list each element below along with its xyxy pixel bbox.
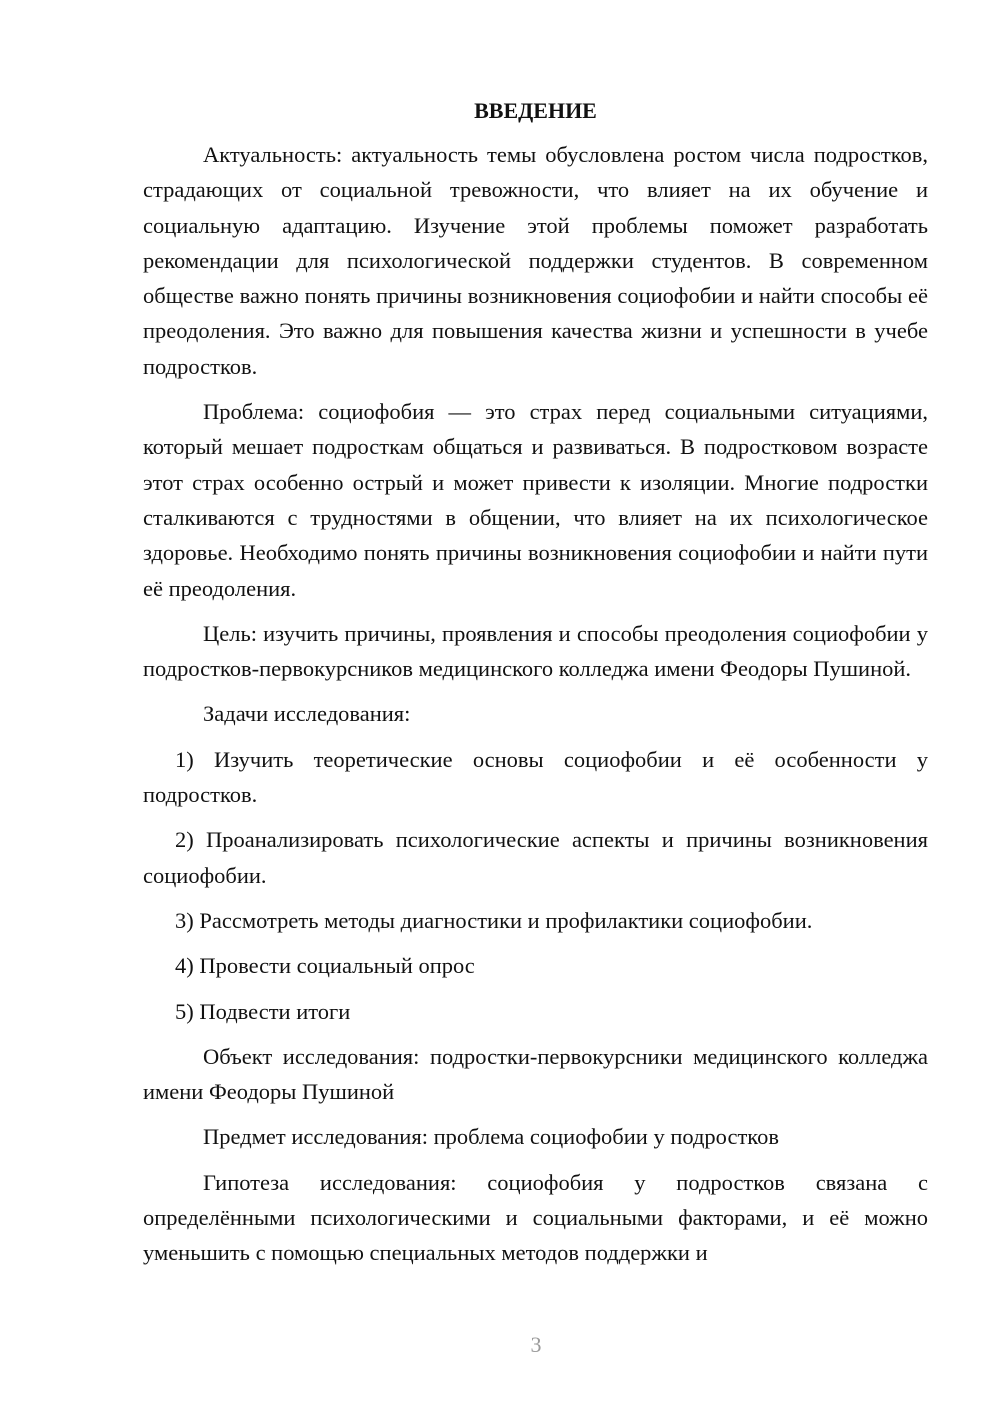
goal-paragraph: Цель: изучить причины, проявления и способы преодоления социофобии у подростков-первокурсников медицинского колледжа имени Феодоры Пушиной. (143, 620, 928, 682)
relevance-paragraph: Актуальность: актуальность темы обусловлена ростом числа подростков, страдающих от социальной тревожности, что влияет на их обучение и социальную адаптацию. Изучение этой проблемы поможет разработать рекомендации для психологической поддержки студентов. В современном обществе важно понять причины возникновения социофобии и найти способы её преодоления. Это важно для повышения качества жизни и успешности в учебе подростков. (143, 142, 928, 379)
section-heading: ВВЕДЕНИЕ (474, 98, 597, 123)
problem-paragraph: Проблема: социофобия — это страх перед социальными ситуациями, который мешает подросткам общаться и развиваться. В подростковом возрасте этот страх особенно острый и может привести к изоляции. Многие подростки сталкиваются с трудностями в общении, что влияет на их психологическое здоровье. Необходимо понять причины возникновения социофобии и найти пути её преодоления. (143, 399, 928, 601)
page-content (143, 96, 928, 1281)
subject-paragraph: Предмет исследования: проблема социофобии у подростков (203, 1124, 779, 1150)
task-item-1: 1) Изучить теоретические основы социофобии и её особенности у подростков. (143, 746, 928, 808)
object-paragraph: Объект исследования: подростки-первокурсники медицинского колледжа имени Феодоры Пушиной (143, 1043, 928, 1105)
page-number: 3 (530, 1332, 542, 1357)
task-item-3: 3) Рассмотреть методы диагностики и профилактики социофобии. (175, 907, 813, 933)
task-item-2: 2) Проанализировать психологические аспекты и причины возникновения социофобии. (143, 827, 928, 888)
task-item-5: 5) Подвести итоги (175, 998, 351, 1024)
task-item-4: 4) Провести социальный опрос (175, 953, 475, 979)
tasks-heading: Задачи исследования: (203, 701, 411, 727)
hypothesis-paragraph: Гипотеза исследования: социофобия у подростков связана с определёнными психологическими и социальными факторами, и её можно уменьшить с помощью специальных методов поддержки и (143, 1169, 928, 1266)
